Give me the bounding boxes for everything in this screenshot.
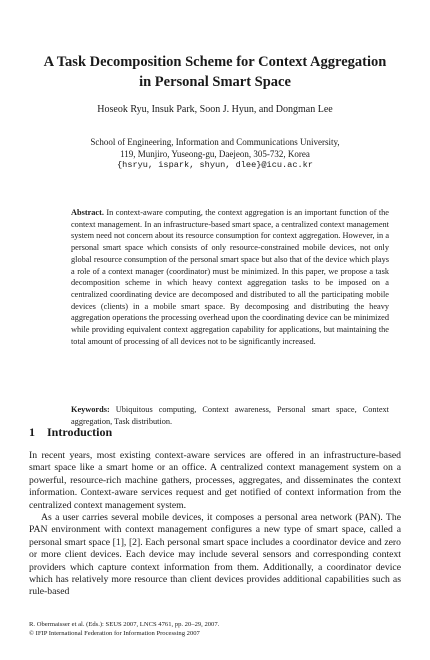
abstract-label: Abstract. [71,208,104,217]
section-title: Introduction [47,425,113,439]
abstract-text: In context-aware computing, the context aggregation is an important function of the context management. In an infrastructure-based smart space, a centralized context management system need not concern about its resource consumption for context aggregation. However, in a personal smart space which consists of only resource-constrained mobile devices, not only global resource consumption of the personal smart space but also that of the device which plays a role of a context manager (coordinator) must be minimized. In this paper, we propose a task decomposition scheme in which heavy context aggregation tasks to be imposed on a centralized coordinating device are decomposed and distributed to all the participating mobile devices (clients) in a mobile smart space. By decomposing and distributing the heavy aggregation operations the processing overhead upon the coordinating device can be minimized while providing equivalent context aggregation capability for applications, but maintaining the total amount of processing of all devices not to be significantly increased. [71,208,389,346]
affiliation-line-2: 119, Munjiro, Yuseong-gu, Daejeon, 305-732, Korea [120,148,310,159]
affiliation-line-1: School of Engineering, Information and Communications University, [90,137,340,147]
author-emails: {hsryu, ispark, shyun, dlee}@icu.ac.kr [117,160,313,170]
keywords [71,404,389,427]
section-body [29,450,401,599]
section-number: 1 [29,425,35,439]
author-list: Hoseok Ryu, Insuk Park, Soon J. Hyun, and Dongman Lee [97,104,333,115]
affiliation [20,137,410,172]
paragraph-2: As a user carries several mobile devices, it composes a personal area network (PAN). The PAN environment with context management configures a new type of smart space, called a personal smart space [1], [2]. Each personal smart space includes a coordinator device and zero or more client devices. Each device may include several sensors and corresponding context providers which capture context information from them. Additionally, a coordinator device which has relatively more resource than client devices provides additional capabilities such as rule-based [29,512,401,598]
title-line-1: A Task Decomposition Scheme for Context Aggregation [43,54,387,70]
footer-copyright: © IFIP International Federation for Information Processing 2007 [29,630,200,637]
keywords-label: Keywords: [71,405,110,414]
paragraph-1: In recent years, most existing context-aware services are offered in an infrastructure-based smart space like a smart home or an office. A centralized context management system on a powerful, resource-rich machine gathers, processes, aggregates, and disseminates the context information. Context-aware services request and get notified of context information from the centralized context management system. [29,450,401,511]
section-heading [29,425,112,440]
keywords-text: Ubiquitous computing, Context awareness, Personal smart space, Context aggregation, Task distribution. [71,405,389,426]
paper-title [30,52,400,92]
abstract [71,207,389,347]
page-footer [29,620,219,638]
footer-citation: R. Obermaisser et al. (Eds.): SEUS 2007, LNCS 4761, pp. 20–29, 2007. [29,621,220,628]
title-line-2: in Personal Smart Space [139,74,291,90]
